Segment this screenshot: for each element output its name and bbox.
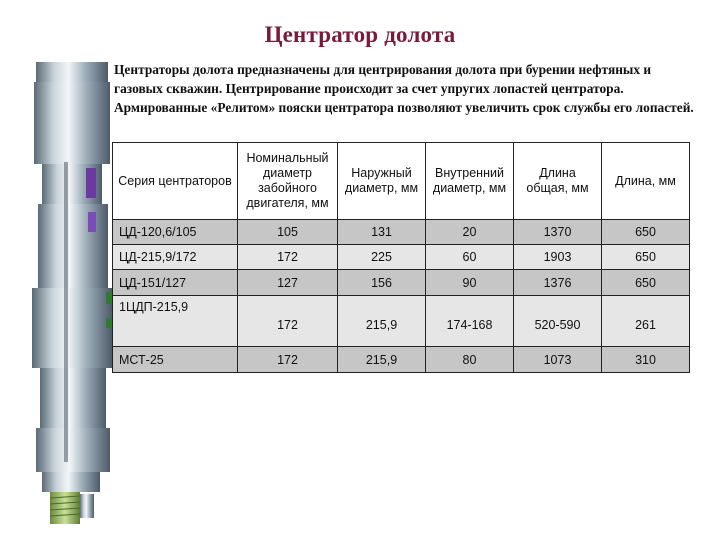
cell-length: 261 [602, 296, 690, 347]
cell-inner-diameter: 20 [426, 220, 514, 245]
cell-inner-diameter: 80 [426, 347, 514, 373]
cell-total-length: 1376 [514, 270, 602, 296]
cell-length: 650 [602, 245, 690, 270]
cell-inner-diameter: 90 [426, 270, 514, 296]
cell-length: 310 [602, 347, 690, 373]
cell-total-length: 1073 [514, 347, 602, 373]
cell-series: 1ЦДП-215,9 [113, 296, 238, 347]
spec-table [112, 142, 690, 373]
intro-paragraph: Центраторы долота предназначены для центрирования долота при бурении нефтяных и газовых скважин. Центрирование происходит за счет упругих лопастей центратора. Армированные «Релитом» пояски центратора позволяют увеличить срок службы его лопастей. [114, 62, 694, 115]
cell-outer-diameter: 215,9 [338, 347, 426, 373]
cell-length: 650 [602, 270, 690, 296]
col-header-series: Серия центраторов [113, 143, 238, 220]
cell-motor-diameter: 172 [238, 245, 338, 270]
cell-series: ЦД-120,6/105 [113, 220, 238, 245]
table-header-row [113, 143, 690, 220]
cell-outer-diameter: 131 [338, 220, 426, 245]
cell-outer-diameter: 225 [338, 245, 426, 270]
cell-series: ЦД-215,9/172 [113, 245, 238, 270]
col-header-motor-diameter: Номинальный диаметр забойного двигателя, мм [238, 143, 338, 220]
cell-series: ЦД-151/127 [113, 270, 238, 296]
table-row [113, 296, 690, 347]
table-row [113, 220, 690, 245]
page-title: Центратор долота [264, 22, 456, 47]
cell-motor-diameter: 127 [238, 270, 338, 296]
cell-motor-diameter: 105 [238, 220, 338, 245]
cell-inner-diameter: 174-168 [426, 296, 514, 347]
cell-inner-diameter: 60 [426, 245, 514, 270]
col-header-length: Длина, мм [602, 143, 690, 220]
cell-motor-diameter: 172 [238, 347, 338, 373]
centralizer-illustration [28, 62, 116, 532]
table-row [113, 270, 690, 296]
cell-total-length: 1903 [514, 245, 602, 270]
cell-length: 650 [602, 220, 690, 245]
col-header-outer-diameter: Наружный диаметр, мм [338, 143, 426, 220]
table-row [113, 245, 690, 270]
table-row [113, 347, 690, 373]
cell-motor-diameter: 172 [238, 296, 338, 347]
col-header-total-length: Длина общая, мм [514, 143, 602, 220]
col-header-inner-diameter: Внутренний диаметр, мм [426, 143, 514, 220]
cell-series: МСТ-25 [113, 347, 238, 373]
cell-total-length: 520-590 [514, 296, 602, 347]
cell-total-length: 1370 [514, 220, 602, 245]
cell-outer-diameter: 215,9 [338, 296, 426, 347]
cell-outer-diameter: 156 [338, 270, 426, 296]
